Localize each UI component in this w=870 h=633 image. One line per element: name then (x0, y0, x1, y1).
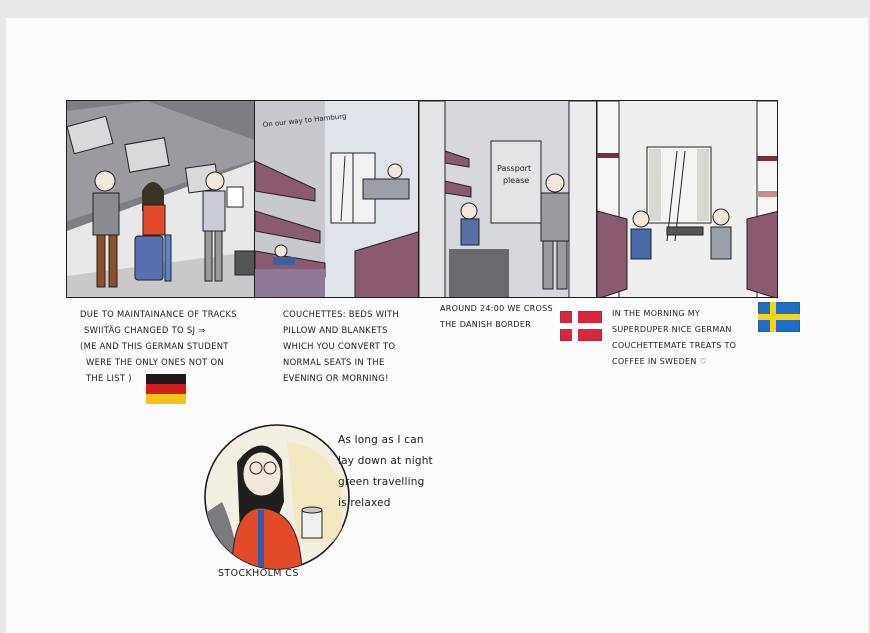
speech-line: As long as I can (338, 434, 424, 446)
comic-strip (66, 100, 778, 300)
sweden-flag-icon (758, 302, 800, 332)
panel-passport (418, 100, 598, 298)
denmark-flag-icon (560, 311, 602, 341)
panel-couchette (254, 100, 420, 298)
speech-text (338, 430, 433, 514)
caption-line: THE DANISH BORDER (440, 320, 532, 329)
caption-line: COFFEE IN SWEDEN ♡ (612, 357, 707, 366)
speech-line: lay down at night (338, 455, 433, 467)
place-label: STOCKHOLM CS (218, 568, 299, 579)
platform-scene (67, 101, 256, 298)
scene-text-passport: Passport (497, 164, 532, 173)
scene-text-please: please (503, 176, 530, 185)
portrait-illustration (202, 422, 352, 572)
caption-line: IN THE MORNING MY (612, 309, 701, 318)
scene-text-hamburg: On our way to Hamburg (262, 112, 347, 129)
caption-line: THE LIST ) (86, 373, 132, 383)
caption-line: COUCHETTES: BEDS WITH (283, 309, 400, 319)
caption-panel-4 (612, 306, 736, 370)
caption-panel-2 (283, 306, 399, 386)
caption-line: WHICH YOU CONVERT TO (283, 341, 396, 351)
passport-scene (419, 101, 598, 298)
caption-line: AROUND 24:00 WE CROSS (440, 304, 553, 313)
panel-morning (596, 100, 778, 298)
caption-line: WERE THE ONLY ONES NOT ON (86, 357, 225, 367)
caption-line: SUPERDUPER NICE GERMAN (612, 325, 732, 334)
morning-scene (597, 101, 778, 298)
couchette-scene (255, 101, 420, 298)
caption-panel-3 (440, 301, 553, 333)
speech-line: green travelling (338, 476, 425, 488)
panel-platform (66, 100, 256, 298)
caption-line: COUCHETTEMATE TREATS TO (612, 341, 737, 350)
caption-line: PILLOW AND BLANKETS (283, 325, 388, 335)
speech-line: is relaxed (338, 497, 391, 509)
caption-line: NORMAL SEATS IN THE (283, 357, 385, 367)
caption-line: (ME AND THIS GERMAN STUDENT (80, 341, 229, 351)
caption-line: DUE TO MAINTAINANCE OF TRACKS (80, 309, 237, 319)
caption-line: EVENING OR MORNING! (283, 373, 389, 383)
germany-flag-icon (146, 374, 186, 404)
caption-line: SWIITÄG CHANGED TO SJ ⇒ (84, 325, 206, 335)
